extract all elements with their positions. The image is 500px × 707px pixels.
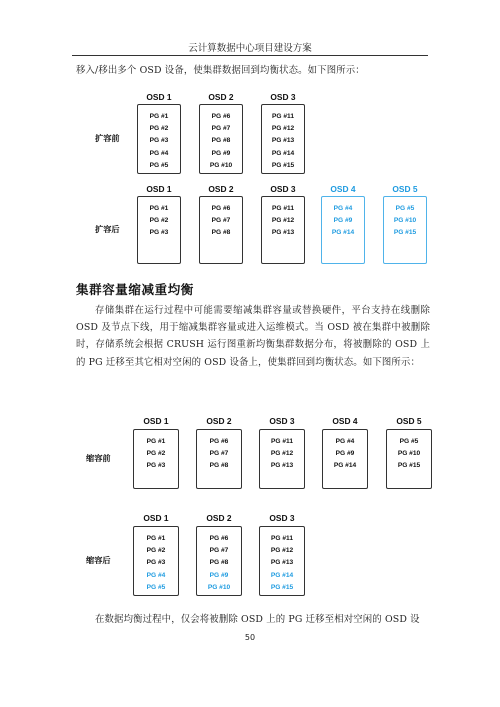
- pg-item: PG #7: [209, 547, 229, 555]
- pg-item: PG #5: [146, 583, 166, 591]
- osd-label: OSD 3: [269, 416, 295, 426]
- pg-item: PG #11: [271, 535, 293, 542]
- pg-item: PG #3: [149, 137, 169, 145]
- osd-label: OSD 1: [143, 416, 169, 426]
- osd-label: OSD 3: [270, 184, 296, 194]
- pg-item: PG #10: [207, 583, 231, 591]
- pg-item: PG #15: [393, 229, 417, 237]
- body-text: 存储集群在运行过程中可能需要缩减集群容量或替换硬件，平台支持在线删除 OSD 及节点下线，用于缩减集群容量或进入运维模式。当 OSD 被在集群中被删除时，存储系统会根据 CRUSH 运行图重新均衡集群数据分布，将被删除的 OSD 上的 PG 迁移至其它相对空闲的 OSD 设备上，使集群回到均衡状态。如下图所示：: [76, 305, 430, 368]
- pg-item: PG #2: [146, 450, 166, 458]
- pg-item: PG #7: [211, 125, 231, 133]
- osd-label: OSD 5: [396, 416, 422, 426]
- pg-item: PG #4: [149, 149, 169, 157]
- osd-box: [137, 196, 181, 264]
- pg-item: PG #4: [333, 205, 353, 212]
- pg-item: PG #2: [146, 547, 166, 555]
- pg-item: PG #13: [270, 559, 294, 567]
- osd-label: OSD 2: [206, 416, 232, 426]
- pg-item: PG #12: [271, 125, 295, 133]
- pg-item: PG #7: [211, 217, 231, 225]
- pg-item: PG #5: [395, 205, 415, 212]
- section-title: 集群容量缩减重均衡: [76, 282, 194, 297]
- pg-item: PG #5: [399, 438, 419, 445]
- header-rule: [72, 55, 428, 56]
- row-label: 扩容前: [95, 133, 120, 143]
- osd-box: [199, 104, 243, 174]
- pg-item: PG #9: [209, 571, 229, 579]
- pg-item: PG #10: [397, 450, 421, 458]
- pg-item: PG #14: [270, 571, 294, 579]
- row-label: 扩容后: [95, 224, 120, 234]
- pg-item: PG #6: [209, 438, 229, 445]
- osd-box: [261, 104, 305, 174]
- page-number: 50: [244, 633, 256, 642]
- osd-label: OSD 2: [208, 184, 234, 194]
- osd-box: [133, 429, 179, 489]
- osd-box: [383, 196, 427, 264]
- pg-item: PG #14: [333, 462, 357, 470]
- page-header: 云计算数据中心项目建设方案: [188, 43, 312, 54]
- pg-item: PG #13: [271, 229, 295, 237]
- osd-label: OSD 1: [146, 184, 172, 194]
- pg-item: PG #3: [149, 229, 169, 237]
- pg-item: PG #3: [146, 559, 166, 567]
- pg-item: PG #15: [271, 161, 295, 169]
- osd-label: OSD 1: [143, 513, 169, 523]
- pg-item: PG #4: [335, 438, 355, 445]
- pg-item: PG #14: [271, 149, 295, 157]
- pg-item: PG #13: [271, 137, 295, 145]
- row-label: 缩容后: [86, 555, 111, 565]
- pg-item: PG #10: [393, 217, 417, 225]
- pg-item: PG #7: [209, 450, 229, 458]
- pg-item: PG #1: [146, 535, 166, 542]
- row-label: 缩容前: [86, 453, 111, 463]
- osd-label: OSD 4: [332, 416, 358, 426]
- pg-item: PG #3: [146, 462, 166, 470]
- pg-item: PG #11: [271, 438, 293, 445]
- osd-box: [196, 429, 242, 489]
- osd-label: OSD 2: [208, 92, 234, 102]
- pg-item: PG #2: [149, 125, 169, 133]
- osd-label: OSD 1: [146, 92, 172, 102]
- body-paragraph: [76, 302, 430, 371]
- pg-item: PG #15: [397, 462, 421, 470]
- pg-item: PG #14: [331, 229, 355, 237]
- pg-item: PG #6: [209, 535, 229, 542]
- osd-label: OSD 3: [269, 513, 295, 523]
- osd-label: OSD 2: [206, 513, 232, 523]
- osd-box: [137, 104, 181, 174]
- osd-box: [196, 526, 242, 596]
- osd-label: OSD 4: [330, 184, 356, 194]
- pg-item: PG #9: [211, 149, 231, 157]
- pg-item: PG #10: [209, 161, 233, 169]
- intro-paragraph: [76, 62, 430, 79]
- osd-label: OSD 3: [270, 92, 296, 102]
- pg-item: PG #11: [272, 205, 294, 212]
- osd-box: [386, 429, 432, 489]
- pg-item: PG #9: [335, 450, 355, 458]
- pg-item: PG #1: [146, 438, 166, 445]
- pg-item: PG #6: [211, 205, 231, 212]
- closing-paragraph: [76, 611, 430, 628]
- pg-item: PG #8: [211, 229, 231, 237]
- pg-item: PG #9: [333, 217, 353, 225]
- pg-item: PG #4: [146, 571, 166, 579]
- pg-item: PG #8: [209, 462, 229, 470]
- pg-item: PG #12: [270, 450, 294, 458]
- osd-label: OSD 5: [392, 184, 418, 194]
- pg-item: PG #5: [149, 161, 169, 169]
- pg-item: PG #1: [149, 113, 169, 120]
- osd-box: [261, 196, 305, 264]
- closing-text: 在数据均衡过程中，仅会将被删除 OSD 上的 PG 迁移至相对空闲的 OSD 设: [95, 614, 420, 625]
- pg-item: PG #12: [271, 217, 295, 225]
- pg-item: PG #8: [209, 559, 229, 567]
- osd-box: [321, 196, 365, 264]
- pg-item: PG #1: [149, 205, 169, 212]
- pg-item: PG #12: [270, 547, 294, 555]
- pg-item: PG #11: [272, 113, 294, 120]
- intro-text: 移入/移出多个 OSD 设备，使集群数据回到均衡状态。如下图所示：: [76, 65, 365, 76]
- osd-box: [259, 429, 305, 489]
- pg-item: PG #6: [211, 113, 231, 120]
- osd-box: [133, 526, 179, 596]
- osd-box: [259, 526, 305, 596]
- pg-item: PG #15: [270, 583, 294, 591]
- pg-item: PG #2: [149, 217, 169, 225]
- osd-box: [322, 429, 368, 489]
- osd-box: [199, 196, 243, 264]
- pg-item: PG #8: [211, 137, 231, 145]
- pg-item: PG #13: [270, 462, 294, 470]
